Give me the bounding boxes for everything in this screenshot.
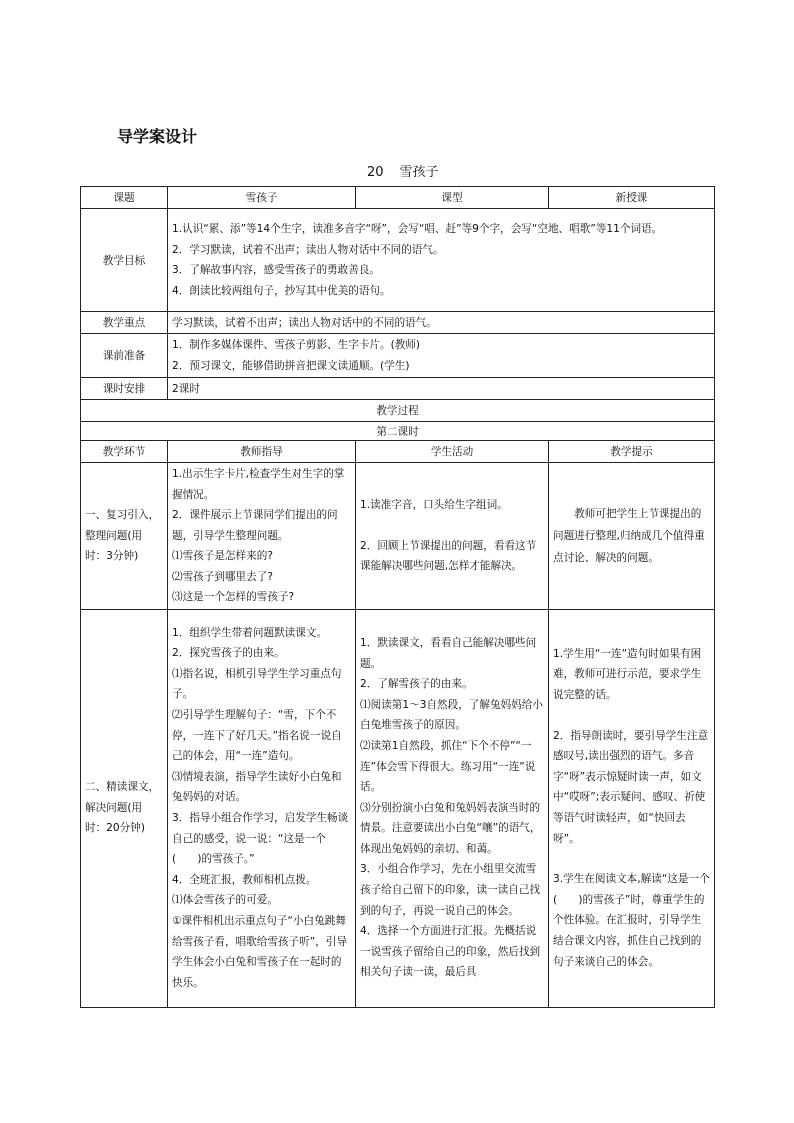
goal-line: 2．学习默读，试着不出声；读出人物对话中不同的语气。	[172, 243, 444, 256]
teacher-line: ⑵引导学生理解句子：“雪，下个不停，一连下了好几天。”指名说一说自己的体会，用“一连”造句。	[172, 709, 342, 763]
hint-line: 3.学生在阅读文本,解读“这是一个( )的雪孩子”时，尊重学生的个性体验。在汇报时，引导学生结合课文内容，抓住自己找到的句子来谈自己的体会。	[553, 873, 710, 968]
lesson-title	[367, 161, 439, 180]
section1-teacher	[168, 463, 356, 610]
goals-label: 教学目标	[81, 209, 168, 312]
lesson-name: 雪孩子	[399, 165, 439, 180]
teacher-line: ⑴体会雪孩子的可爱。	[172, 894, 278, 907]
student-line: 2．回顾上节课提出的问题，看看这节课能解决哪些问题,怎样才能解决。	[360, 539, 537, 572]
table-row	[81, 378, 715, 400]
section2-student	[356, 609, 549, 1007]
schedule-value: 2课时	[168, 378, 715, 400]
section1-student	[356, 463, 549, 610]
student-line: 3．小组合作学习，先在小组里交流雪孩子给自己留下的印象，读一读自己找到的句子，再说一说自己的体会。	[360, 863, 541, 917]
column-header-student: 学生活动	[356, 441, 549, 463]
student-line: 4．选择一个方面进行汇报。先概括说一说雪孩子留给自己的印象，然后找到相关句子读一读，最后具	[360, 925, 541, 979]
student-line: ⑴阅读第1～3自然段，了解兔妈妈给小白兔堆雪孩子的原因。	[360, 698, 543, 732]
table-row	[81, 187, 715, 209]
section1-stage: 一、复习引入，整理问题(用时：3分钟)	[81, 463, 168, 610]
teacher-line: ⑶这是一个怎样的雪孩子?	[172, 591, 295, 603]
student-line: ⑶分别扮演小白兔和兔妈妈表演当时的情景。注意要读出小白兔“嚷”的语气，体现出兔妈妈的亲切、和蔼。	[360, 801, 541, 855]
hint-line: 1.学生用“一连”造句时如果有困难，教师可进行示范，要求学生说完整的话。	[553, 647, 702, 702]
prep-content	[168, 334, 715, 378]
focus-label: 教学重点	[81, 312, 168, 334]
column-header-hint: 教学提示	[549, 441, 715, 463]
table-row	[81, 334, 715, 378]
teacher-line: 2．课件展示上节课同学们提出的问题，引导学生整理问题。	[172, 509, 338, 542]
table-row	[81, 463, 715, 610]
hint-line: 2．指导朗读时，要引导学生注意感叹号,读出强烈的语气。多音字“呀”表示惊疑时读一声，如文中“哎呀”;表示疑问、感叹、祈使等语气时读轻声，如“快回去呀”。	[553, 729, 709, 845]
header-value-topic: 雪孩子	[168, 187, 356, 209]
table-row	[81, 441, 715, 463]
section2-hint	[549, 609, 715, 1007]
student-line: 1．默读课文，看看自己能解决哪些问题。	[360, 636, 537, 670]
header-label-topic: 课题	[81, 187, 168, 209]
table-row	[81, 312, 715, 334]
teacher-line: 4．全班汇报，教师相机点拨。	[172, 873, 317, 886]
section2-stage: 二、精读课文，解决问题(用时：20分钟)	[81, 609, 168, 1007]
student-line: 2．了解雪孩子的由来。	[360, 678, 473, 691]
teacher-line: ⑵雪孩子到哪里去了?	[172, 570, 273, 583]
document-title: 导学案设计	[117, 127, 198, 146]
prep-line: 1．制作多媒体课件、雪孩子剪影、生字卡片。(教师)	[172, 339, 421, 351]
prep-label: 课前准备	[81, 334, 168, 378]
table-row	[81, 422, 715, 441]
teacher-line: 3．指导小组合作学习，启发学生畅谈自己的感受，说一说：“这是一个( )的雪孩子。”	[172, 812, 349, 866]
goals-content	[168, 209, 715, 312]
section2-teacher	[168, 609, 356, 1007]
teacher-line: ⑴雪孩子是怎样来的?	[172, 550, 273, 562]
teacher-line: ⑶情境表演，指导学生读好小白兔和兔妈妈的对话。	[172, 770, 342, 804]
section1-hint: 教师可把学生上节课提出的问题进行整理,归纳成几个值得重点讨论、解决的问题。	[549, 463, 715, 610]
column-header-teacher: 教师指导	[168, 441, 356, 463]
teacher-line: 1．组织学生带着问题默读课文。	[172, 626, 328, 639]
lesson-number: 20	[367, 165, 384, 180]
student-line: 1.读准字音，口头给生字组词。	[360, 499, 508, 511]
header-value-type: 新授课	[549, 187, 715, 209]
header-label-type: 课型	[356, 187, 549, 209]
period-title: 第二课时	[81, 422, 715, 441]
prep-line: 2．预习课文，能够借助拼音把课文读通顺。(学生)	[172, 359, 410, 372]
process-title: 教学过程	[81, 400, 715, 422]
teacher-line: 1.出示生字卡片,检查学生对生字的掌握情况。	[172, 468, 345, 501]
student-line: ⑵读第1自然段，抓住“下个不停”“一连”体会雪下得很大。练习用“一连”说话。	[360, 739, 536, 794]
teacher-line: ①课件相机出示重点句子“小白兔跳舞给雪孩子看，唱歌给雪孩子听”，引导学生体会小白兔和雪孩子在一起时的快乐。	[172, 914, 347, 989]
schedule-label: 课时安排	[81, 378, 168, 400]
focus-value: 学习默读，试着不出声；读出人物对话中的不同的语气。	[168, 312, 715, 334]
teacher-line: ⑴指名说，相机引导学生学习重点句子。	[172, 667, 342, 701]
goal-line: 4．朗读比较两组句子，抄写其中优美的语句。	[172, 284, 391, 297]
lesson-plan-table	[80, 186, 715, 1008]
table-row	[81, 209, 715, 312]
column-header-stage: 教学环节	[81, 441, 168, 463]
goal-line: 1.认识“累、添”等14个生字，读准多音字“呀”，会写“唱、赶”等9个字，会写“空地、唱歌”等11个词语。	[172, 223, 663, 235]
table-row	[81, 400, 715, 422]
teacher-line: 2．探究雪孩子的由来。	[172, 647, 285, 660]
table-row	[81, 609, 715, 1007]
goal-line: 3．了解故事内容，感受雪孩子的勇敢善良。	[172, 264, 381, 276]
